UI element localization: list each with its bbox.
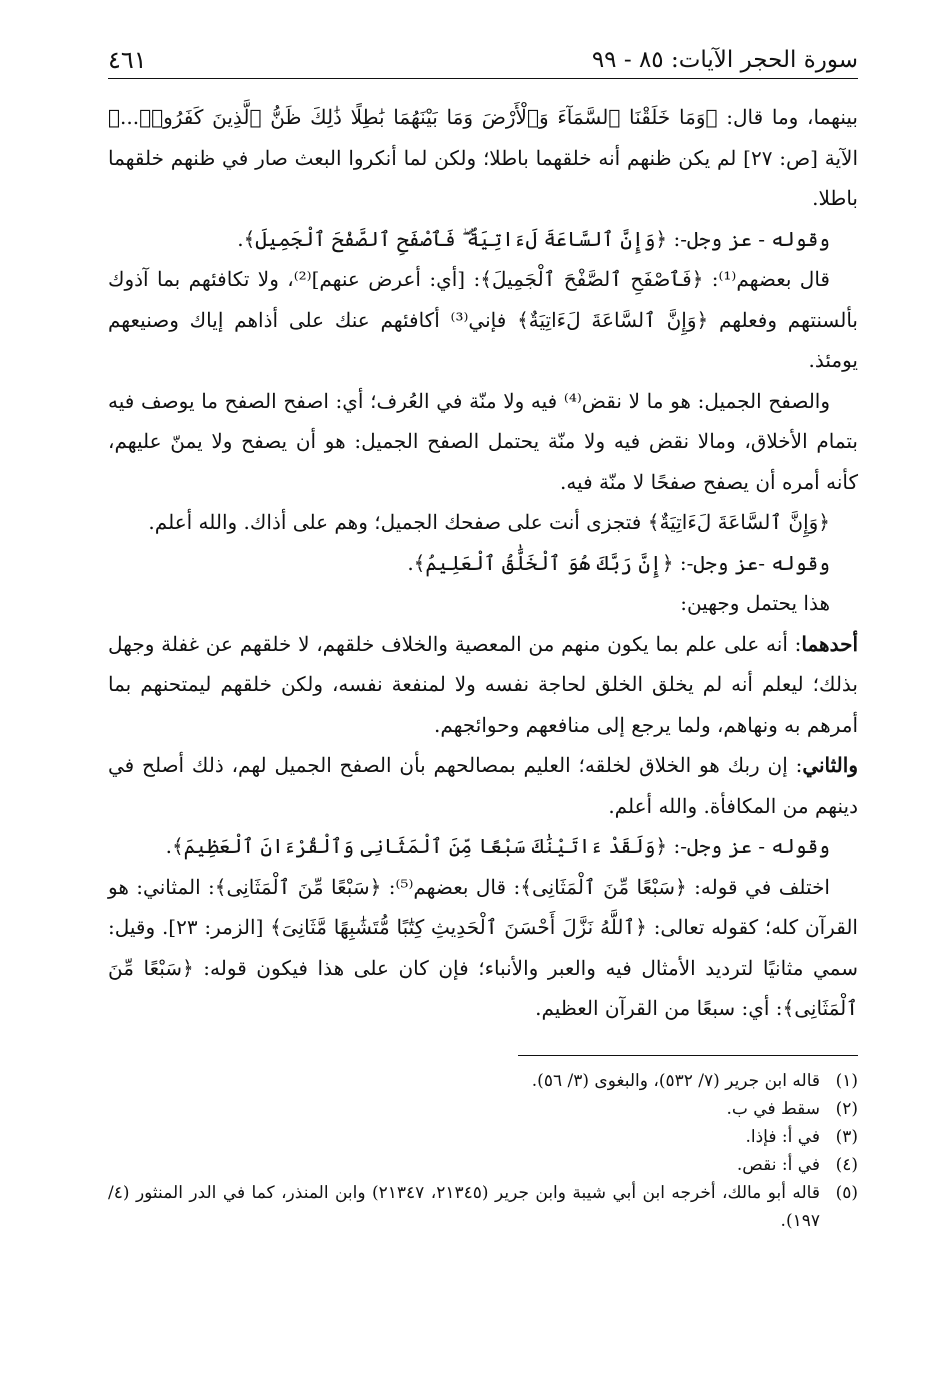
running-header xyxy=(108,28,858,79)
paragraph-text: وقوله -عز وجل-: ﴿إِنَّ رَبَّكَ هُوَ ٱلْخَلَّٰقُ ٱلْعَلِيمُ﴾. xyxy=(407,550,830,575)
paragraph-8 xyxy=(108,624,858,746)
footnote-number: (٣) xyxy=(835,1126,858,1147)
paragraph-3 xyxy=(108,259,858,381)
footnote-number: (٤) xyxy=(835,1154,858,1175)
paragraph-text: اختلف في قوله: ﴿سَبْعًا مِّنَ ٱلْمَثَانِى﴾: قال بعضهم⁽⁵⁾: ﴿سَبْعًا مِّنَ ٱلْمَثَانِى﴾: المثاني: هو القرآن كله؛ كقوله تعالى: ﴿ٱللَّهُ نَزَّلَ أَحْسَنَ ٱلْحَدِيثِ كِتَٰبًا مُّتَشَٰبِهًا مَّثَانِىَ﴾ [الزمر: ٢٣]. وقيل: سمي مثانيًا لترديد الأمثال فيه والعبر والأنباء؛ فإن كان على هذا فيكون قوله: ﴿سَبْعًا مِّنَ ٱلْمَثَانِى﴾: أي: سبعًا من القرآن العظيم. xyxy=(108,874,858,1020)
paragraph-2 xyxy=(108,219,858,260)
paragraph-5 xyxy=(108,502,858,543)
footnote-3 xyxy=(108,1123,858,1151)
paragraph-text: وقوله - عز وجل-: ﴿وَإِنَّ ٱلسَّاعَةَ لَءَاتِيَةٌ ۖ فَٱصْفَحِ ٱلصَّفْحَ ٱلْجَمِيلَ﴾. xyxy=(237,226,830,251)
footnote-text: في أ: نقص. xyxy=(736,1154,820,1175)
footnote-number: (١) xyxy=(835,1070,858,1091)
paragraph-text: هذا يحتمل وجهين: xyxy=(680,591,830,615)
paragraph-text: وقوله - عز وجل-: ﴿وَلَقَدْ ءَاتَيْنَٰكَ سَبْعًا مِّنَ ٱلْمَثَانِى وَٱلْقُرْءَانَ ٱلْعَظِيمَ﴾. xyxy=(165,834,830,858)
footnote-4 xyxy=(108,1151,858,1179)
paragraph-11 xyxy=(108,867,858,1029)
footnote-5 xyxy=(108,1179,858,1235)
paragraph-text: قال بعضهم⁽¹⁾: ﴿فَٱصْفَحِ ٱلصَّفْحَ ٱلْجَمِيلَ﴾: [أي: أعرض عنهم]⁽²⁾، ولا تكافئهم بما آذوك بألسنتهم وفعلهم ﴿وَإِنَّ ٱلسَّاعَةَ لَءَاتِيَةٌ﴾ فإني⁽³⁾ أكافئهم عنك على أذاهم إياك وصنيعهم يومئذ. xyxy=(108,267,858,372)
footnote-number: (٢) xyxy=(835,1098,858,1119)
paragraph-text: بينهما، وما قال: ﴿وَمَا خَلَقْنَا ٱلسَّمَآءَ وَٱلْأَرْضَ وَمَا بَيْنَهُمَا بَٰطِلًا ذَٰلِكَ ظَنُّ ٱلَّذِينَ كَفَرُوا۟...﴾ الآية [ص: ٢٧] لم يكن ظنهم أنه خلقهما باطلا؛ ولكن لما أنكروا البعث صار في ظنهم خلقهما باطلا. xyxy=(108,105,859,210)
footnote-1 xyxy=(108,1067,858,1095)
footnote-text: قاله ابن جرير (٧/ ٥٣٢)، والبغوى (٣/ ٥٦). xyxy=(531,1070,820,1091)
footnote-2 xyxy=(108,1095,858,1123)
running-title: سورة الحجر الآيات: ٨٥ - ٩٩ xyxy=(591,47,858,73)
footnote-separator xyxy=(518,1055,858,1057)
paragraph-10 xyxy=(108,826,858,867)
footnotes xyxy=(108,1067,858,1235)
main-text xyxy=(108,97,858,1029)
page-number: ٤٦١ xyxy=(108,46,147,74)
book-page xyxy=(108,28,858,1235)
paragraph-6 xyxy=(108,543,858,584)
paragraph-9 xyxy=(108,745,858,826)
paragraph-4 xyxy=(108,381,858,503)
footnote-text: في أ: فإذا. xyxy=(745,1126,820,1147)
footnote-number: (٥) xyxy=(835,1182,858,1203)
paragraph-text: والصفح الجميل: هو ما لا نقض⁽⁴⁾ فيه ولا منّة في العُرف؛ أي: اصفح الصفح ما يوصف فيه بتمام الأخلاق، ومالا نقض فيه ولا منّة يحتمل الصفح الجميل: هو أن يصفح ولا يمنّ عليهم، كأنه أمره أن يصفح صفحًا لا منّة فيه. xyxy=(108,388,858,494)
paragraph-lead: والثاني xyxy=(802,753,858,777)
paragraph-7 xyxy=(108,583,858,624)
footnote-text: سقط في ب. xyxy=(726,1098,820,1119)
paragraph-text: : إن ربك هو الخلاق لخلقه؛ العليم بمصالحهم بأن الصفح الجميل لهم، ذلك أصلح في دينهم من المكافأة. والله أعلم. xyxy=(108,753,858,818)
paragraph-text: : أنه على علم بما يكون منهم من المعصية والخلاف خلقهم، لا خلقهم عن غفلة وجهل بذلك؛ ليعلم أنه لم يخلق الخلق لحاجة نفسه ولا لمنفعة نفسه، ولكن خلقهم ليمتحنهم بما أمرهم به ونهاهم، ولما يرجع إلى منافعهم وحوائجهم. xyxy=(108,631,858,737)
footnote-text: قاله أبو مالك، أخرجه ابن أبي شيبة وابن جرير (٢١٣٤٥، ٢١٣٤٧) وابن المنذر، كما في الدر المنثور (٤/ ١٩٧). xyxy=(108,1182,820,1231)
paragraph-1 xyxy=(108,97,858,219)
paragraph-lead: أحدهما xyxy=(801,631,858,656)
paragraph-text: ﴿وَإِنَّ ٱلسَّاعَةَ لَءَاتِيَةٌ﴾ فتجزى أنت على صفحك الجميل؛ وهم على أذاك. والله أعلم. xyxy=(148,510,830,534)
